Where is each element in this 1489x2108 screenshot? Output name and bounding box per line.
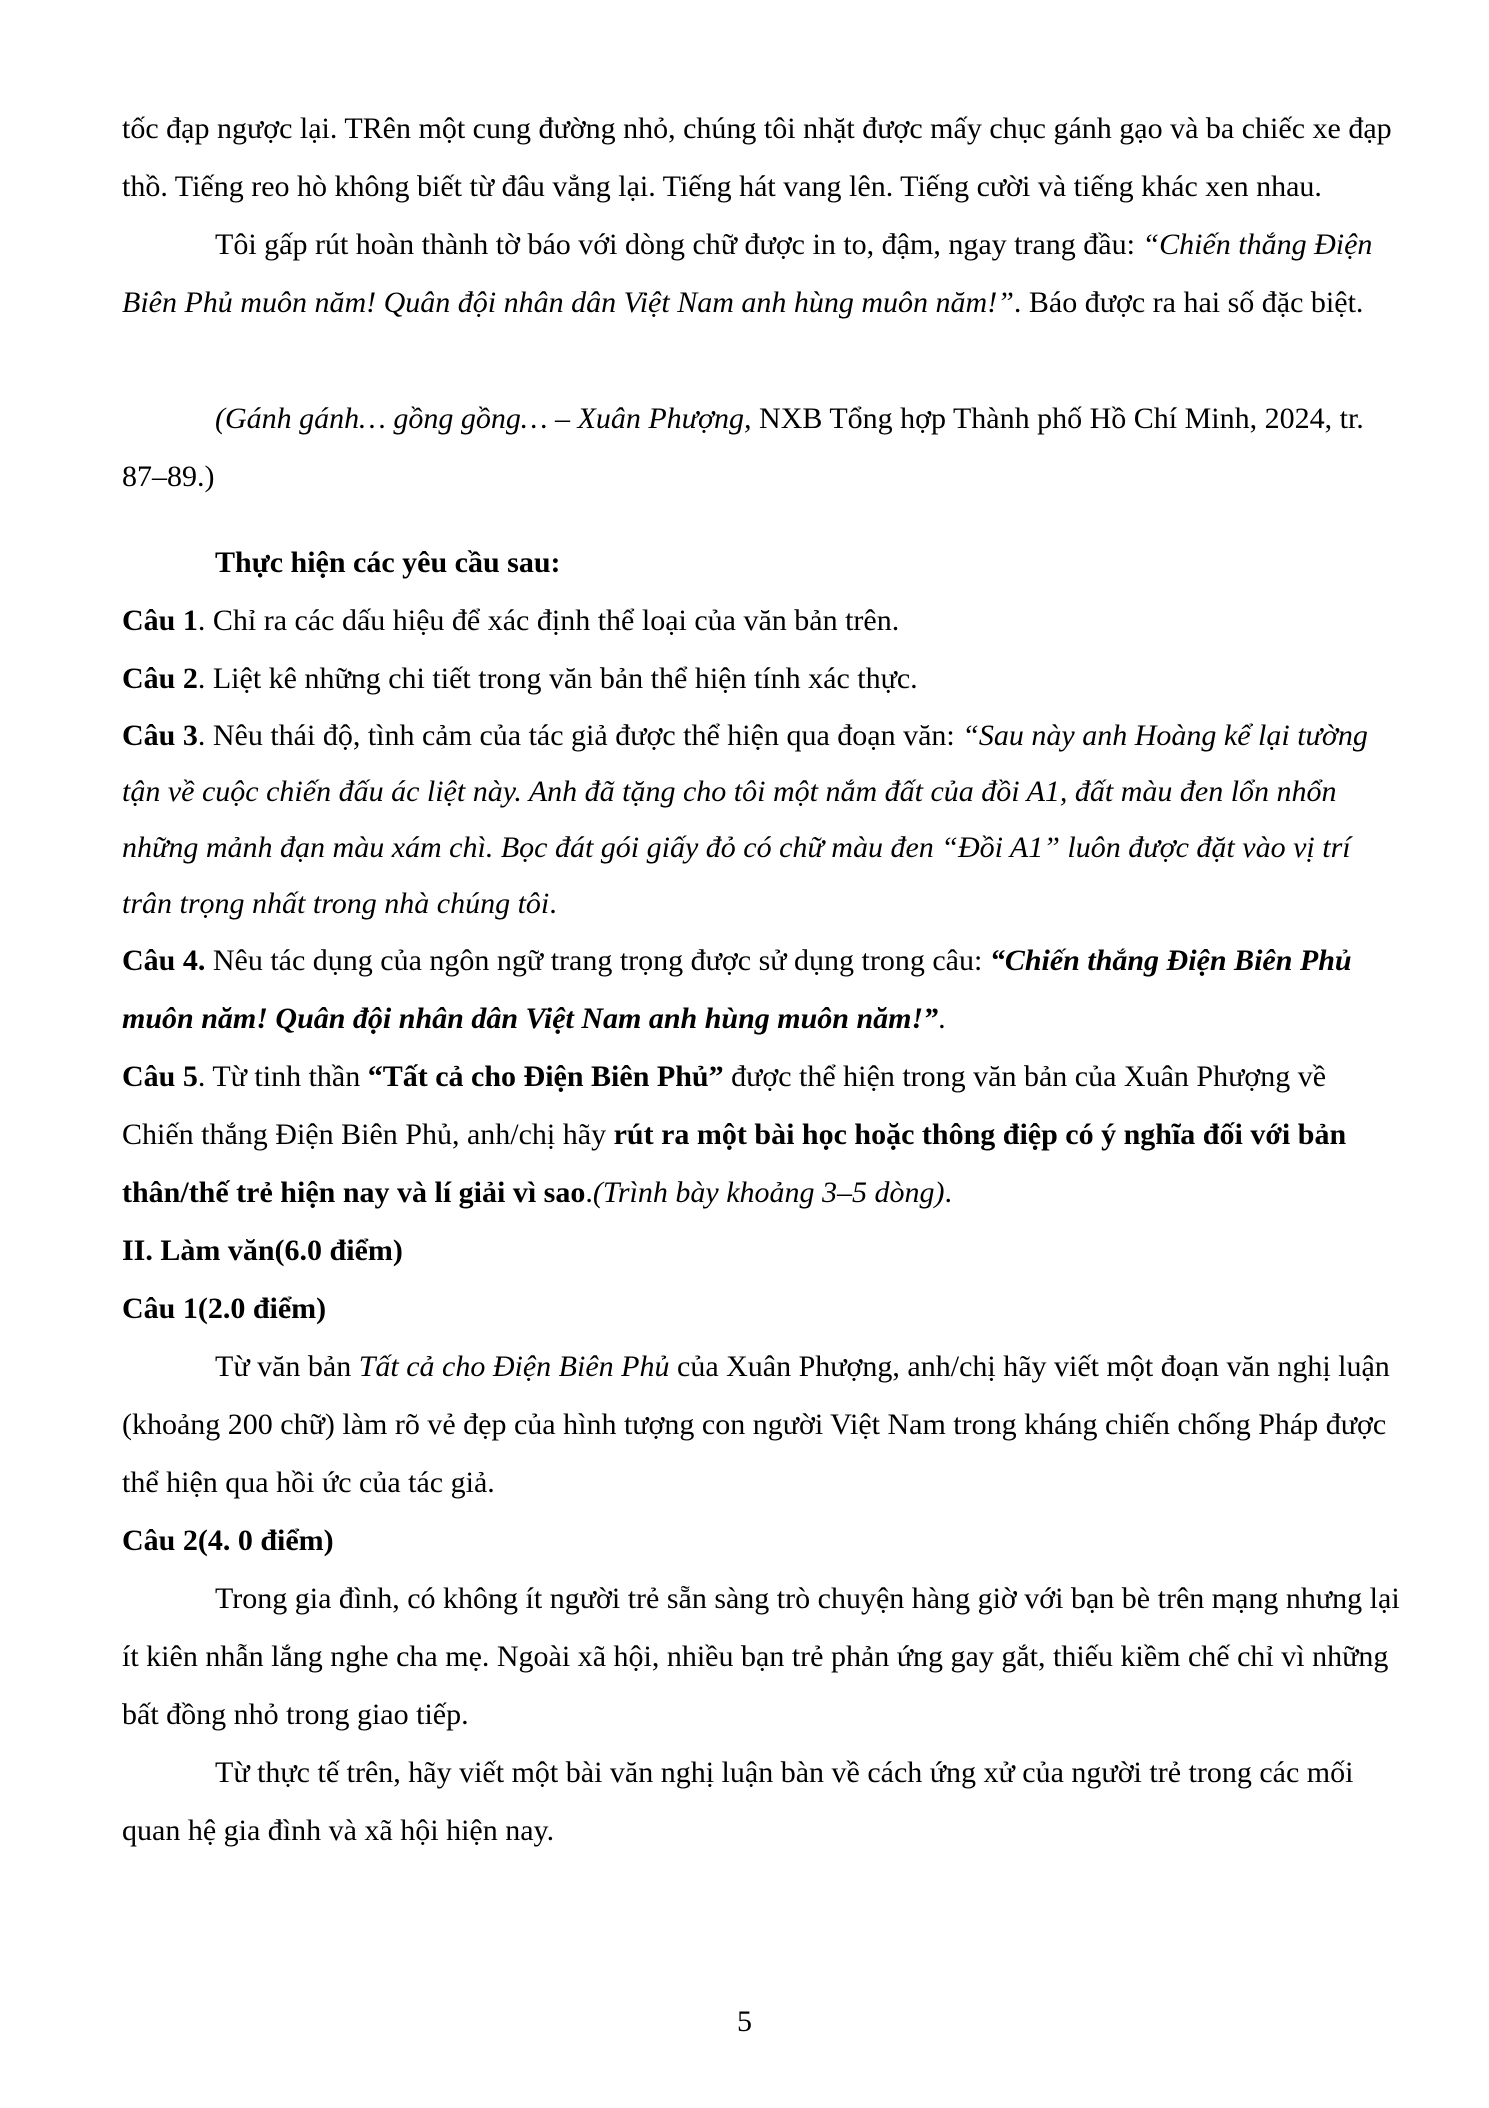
page-number: 5 — [737, 2005, 752, 2038]
essay-2-paragraph-2: Từ thực tế trên, hãy viết một bài văn nghị luận bàn về cách ứng xử của người trẻ trong các mối quan hệ gia đình và xã hội hiện nay. — [122, 1756, 1354, 1847]
question-2-text: . Liệt kê những chi tiết trong văn bản thể hiện tính xác thực. — [197, 662, 918, 695]
essay-1-prompt: Từ văn bản Tất cả cho Điện Biên Phủ của Xuân Phượng, anh/chị hãy viết một đoạn văn nghị luận (khoảng 200 chữ) làm rõ vẻ đẹp của hình tượng con người Việt Nam trong kháng chiến chống Pháp được thể hiện qua hồi ức của tác giả. — [122, 1350, 1390, 1499]
document-page — [122, 100, 1402, 1860]
question-1-label: Câu 1 — [122, 604, 198, 637]
question-5-bold-1: “Tất cả cho Điện Biên Phủ” — [367, 1060, 724, 1093]
question-1 — [122, 592, 1402, 650]
question-3-quote: “Sau này anh Hoàng kể lại tường tận về cuộc chiến đấu ác liệt này. Anh đã tặng cho tôi một nắm đất của đồi A1, đất màu đen lổn nhổn những mảnh đạn màu xám chì. Bọc đát gói giấy đỏ có chữ màu đen “Đồi A1” luôn được đặt vào vị trí trân trọng nhất trong nhà chúng tôi — [122, 719, 1368, 920]
essay-1-title: Tất cả cho Điện Biên Phủ — [358, 1350, 670, 1383]
citation-rest: NXB Tổng hợp Thành phố Hồ Chí Minh, 2024, tr. 87–89.) — [122, 402, 1364, 493]
question-1-text: . Chỉ ra các dấu hiệu để xác định thể loại của văn bản trên. — [197, 604, 900, 637]
story-paragraph-2-end: . Báo được ra hai số đặc biệt. — [1013, 286, 1364, 319]
essay-2-paragraph-1: Trong gia đình, có không ít người trẻ sẵn sàng trò chuyện hàng giờ với bạn bè trên mạng nhưng lại ít kiên nhẫn lắng nghe cha mẹ. Ngoài xã hội, nhiều bạn trẻ phản ứng gay gắt, thiếu kiềm chế chỉ vì những bất đồng nhỏ trong giao tiếp. — [122, 1582, 1400, 1731]
story-paragraph-2 — [122, 216, 1402, 332]
question-5-text-4: . — [944, 1176, 953, 1209]
question-5-bold-2: rút ra một bài học hoặc thông điệp có ý nghĩa đối với bản thân/thế trẻ hiện nay và lí giải vì sao — [122, 1118, 1347, 1209]
question-4 — [122, 932, 1402, 1048]
story-paragraph-2-quote: “Chiến thắng Điện Biên Phủ muôn năm! Quân đội nhân dân Việt Nam anh hùng muôn năm!” — [122, 228, 1373, 319]
question-3-end: . — [549, 887, 557, 920]
question-3-label: Câu 3 — [122, 719, 198, 752]
question-5-italic: (Trình bày khoảng 3–5 dòng) — [592, 1176, 945, 1209]
question-5-text-1: . Từ tinh thần — [197, 1060, 368, 1093]
question-3-text: . Nêu thái độ, tình cảm của tác giả được thể hiện qua đoạn văn: — [197, 719, 963, 752]
question-3 — [122, 708, 1402, 932]
essay-1-heading: Câu 1(2.0 điểm) — [122, 1292, 327, 1325]
question-5-text-3: . — [585, 1176, 593, 1209]
citation-italic: (Gánh gánh… gồng gồng… – Xuân Phượng, — [215, 402, 752, 435]
spacer — [122, 506, 1402, 534]
story-paragraph-2-text: Tôi gấp rút hoàn thành tờ báo với dòng chữ được in to, đậm, ngay trang đầu: — [215, 228, 1143, 261]
writing-heading: II. Làm văn(6.0 điểm) — [122, 1234, 403, 1267]
citation — [122, 390, 1402, 506]
question-4-text: Nêu tác dụng của ngôn ngữ trang trọng được sử dụng trong câu: — [205, 944, 990, 977]
question-2-label: Câu 2 — [122, 662, 198, 695]
question-2 — [122, 650, 1402, 708]
question-5-label: Câu 5 — [122, 1060, 198, 1093]
essay-2-heading: Câu 2(4. 0 điểm) — [122, 1524, 334, 1557]
question-4-end: . — [938, 1002, 946, 1035]
question-5 — [122, 1048, 1402, 1222]
story-paragraph-1: tốc đạp ngược lại. TRên một cung đường nhỏ, chúng tôi nhặt được mấy chục gánh gạo và ba chiếc xe đạp thồ. Tiếng reo hò không biết từ đâu vẳng lại. Tiếng hát vang lên. Tiếng cười và tiếng khác xen nhau. — [122, 112, 1392, 203]
question-4-quote: “Chiến thắng Điện Biên Phủ muôn năm! Quân đội nhân dân Việt Nam anh hùng muôn năm!” — [122, 944, 1352, 1035]
question-5-text-2: được thể hiện trong văn bản của Xuân Phượng về Chiến thắng Điện Biên Phủ, anh/chị hãy — [122, 1060, 1327, 1151]
question-4-label: Câu 4. — [122, 944, 206, 977]
reading-heading: Thực hiện các yêu cầu sau: — [215, 546, 561, 579]
spacer — [122, 332, 1402, 390]
